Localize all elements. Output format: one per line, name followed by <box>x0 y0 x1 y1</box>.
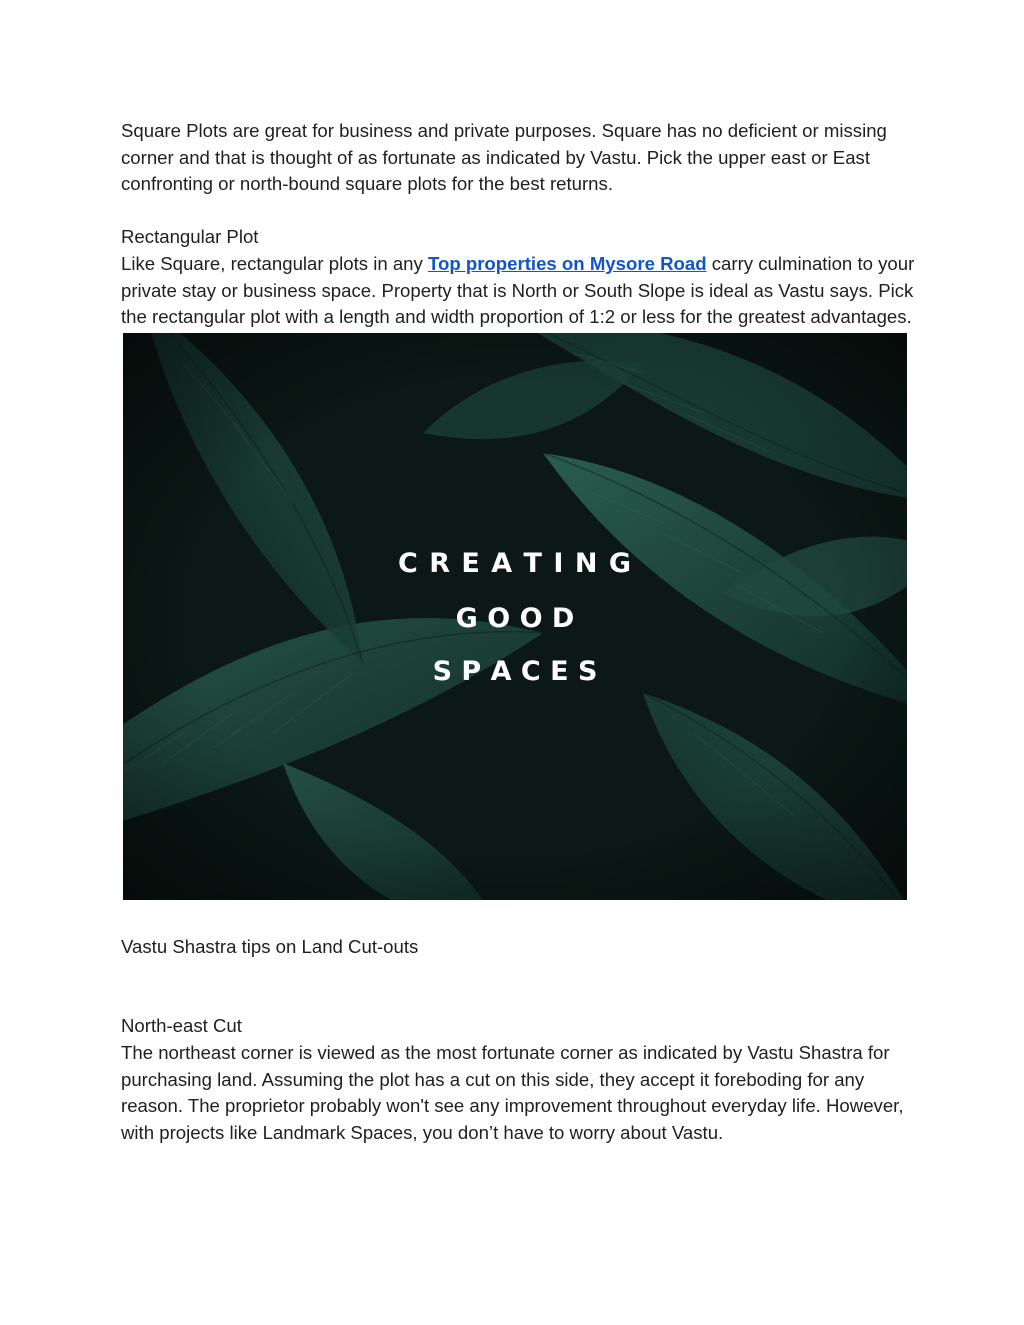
square-plots-paragraph: Square Plots are great for business and private purposes. Square has no deficient or missing corner and that is thought of as fortunate as indicated by Vastu. Pick the upper east or East confronting or north-bound square plots for the best returns. <box>121 120 887 195</box>
rectangular-plot-heading: Rectangular Plot <box>121 226 259 248</box>
vastu-tips-heading: Vastu Shastra tips on Land Cut-outs <box>121 935 419 957</box>
paragraph-spacer <box>121 198 921 225</box>
north-east-cut-heading: North-east Cut <box>121 1015 242 1037</box>
rectangular-text-after-link: carry culmination to your private stay or business space. Property that is North or South Slope is ideal as Vastu says. Pick the rectangular plot with a length and width proportion of 1:2 or less for the greatest advantages. <box>121 252 915 328</box>
rectangular-plot-paragraph <box>121 251 921 331</box>
banner-line-creating: C R E A T I N G <box>398 547 632 579</box>
creating-good-spaces-image <box>123 333 907 900</box>
paragraph-spacer <box>121 960 921 1013</box>
rectangular-text-before-link: Like Square, rectangular plots in any <box>121 252 428 274</box>
banner-line-good: G O O D <box>455 602 575 634</box>
north-east-cut-paragraph: The northeast corner is viewed as the most fortunate corner as indicated by Vastu Shastra for purchasing land. Assuming the plot has a cut on this side, they accept it foreboding for any reason. The proprietor probably won't see any improvement throughout everyday life. However, with projects like Landmark Spaces, you don’t have to worry about Vastu. <box>121 1041 904 1143</box>
mysore-road-properties-link[interactable]: Top properties on Mysore Road <box>427 252 707 274</box>
banner-line-spaces: S P A C E S <box>432 655 598 687</box>
document-page <box>121 118 921 1146</box>
